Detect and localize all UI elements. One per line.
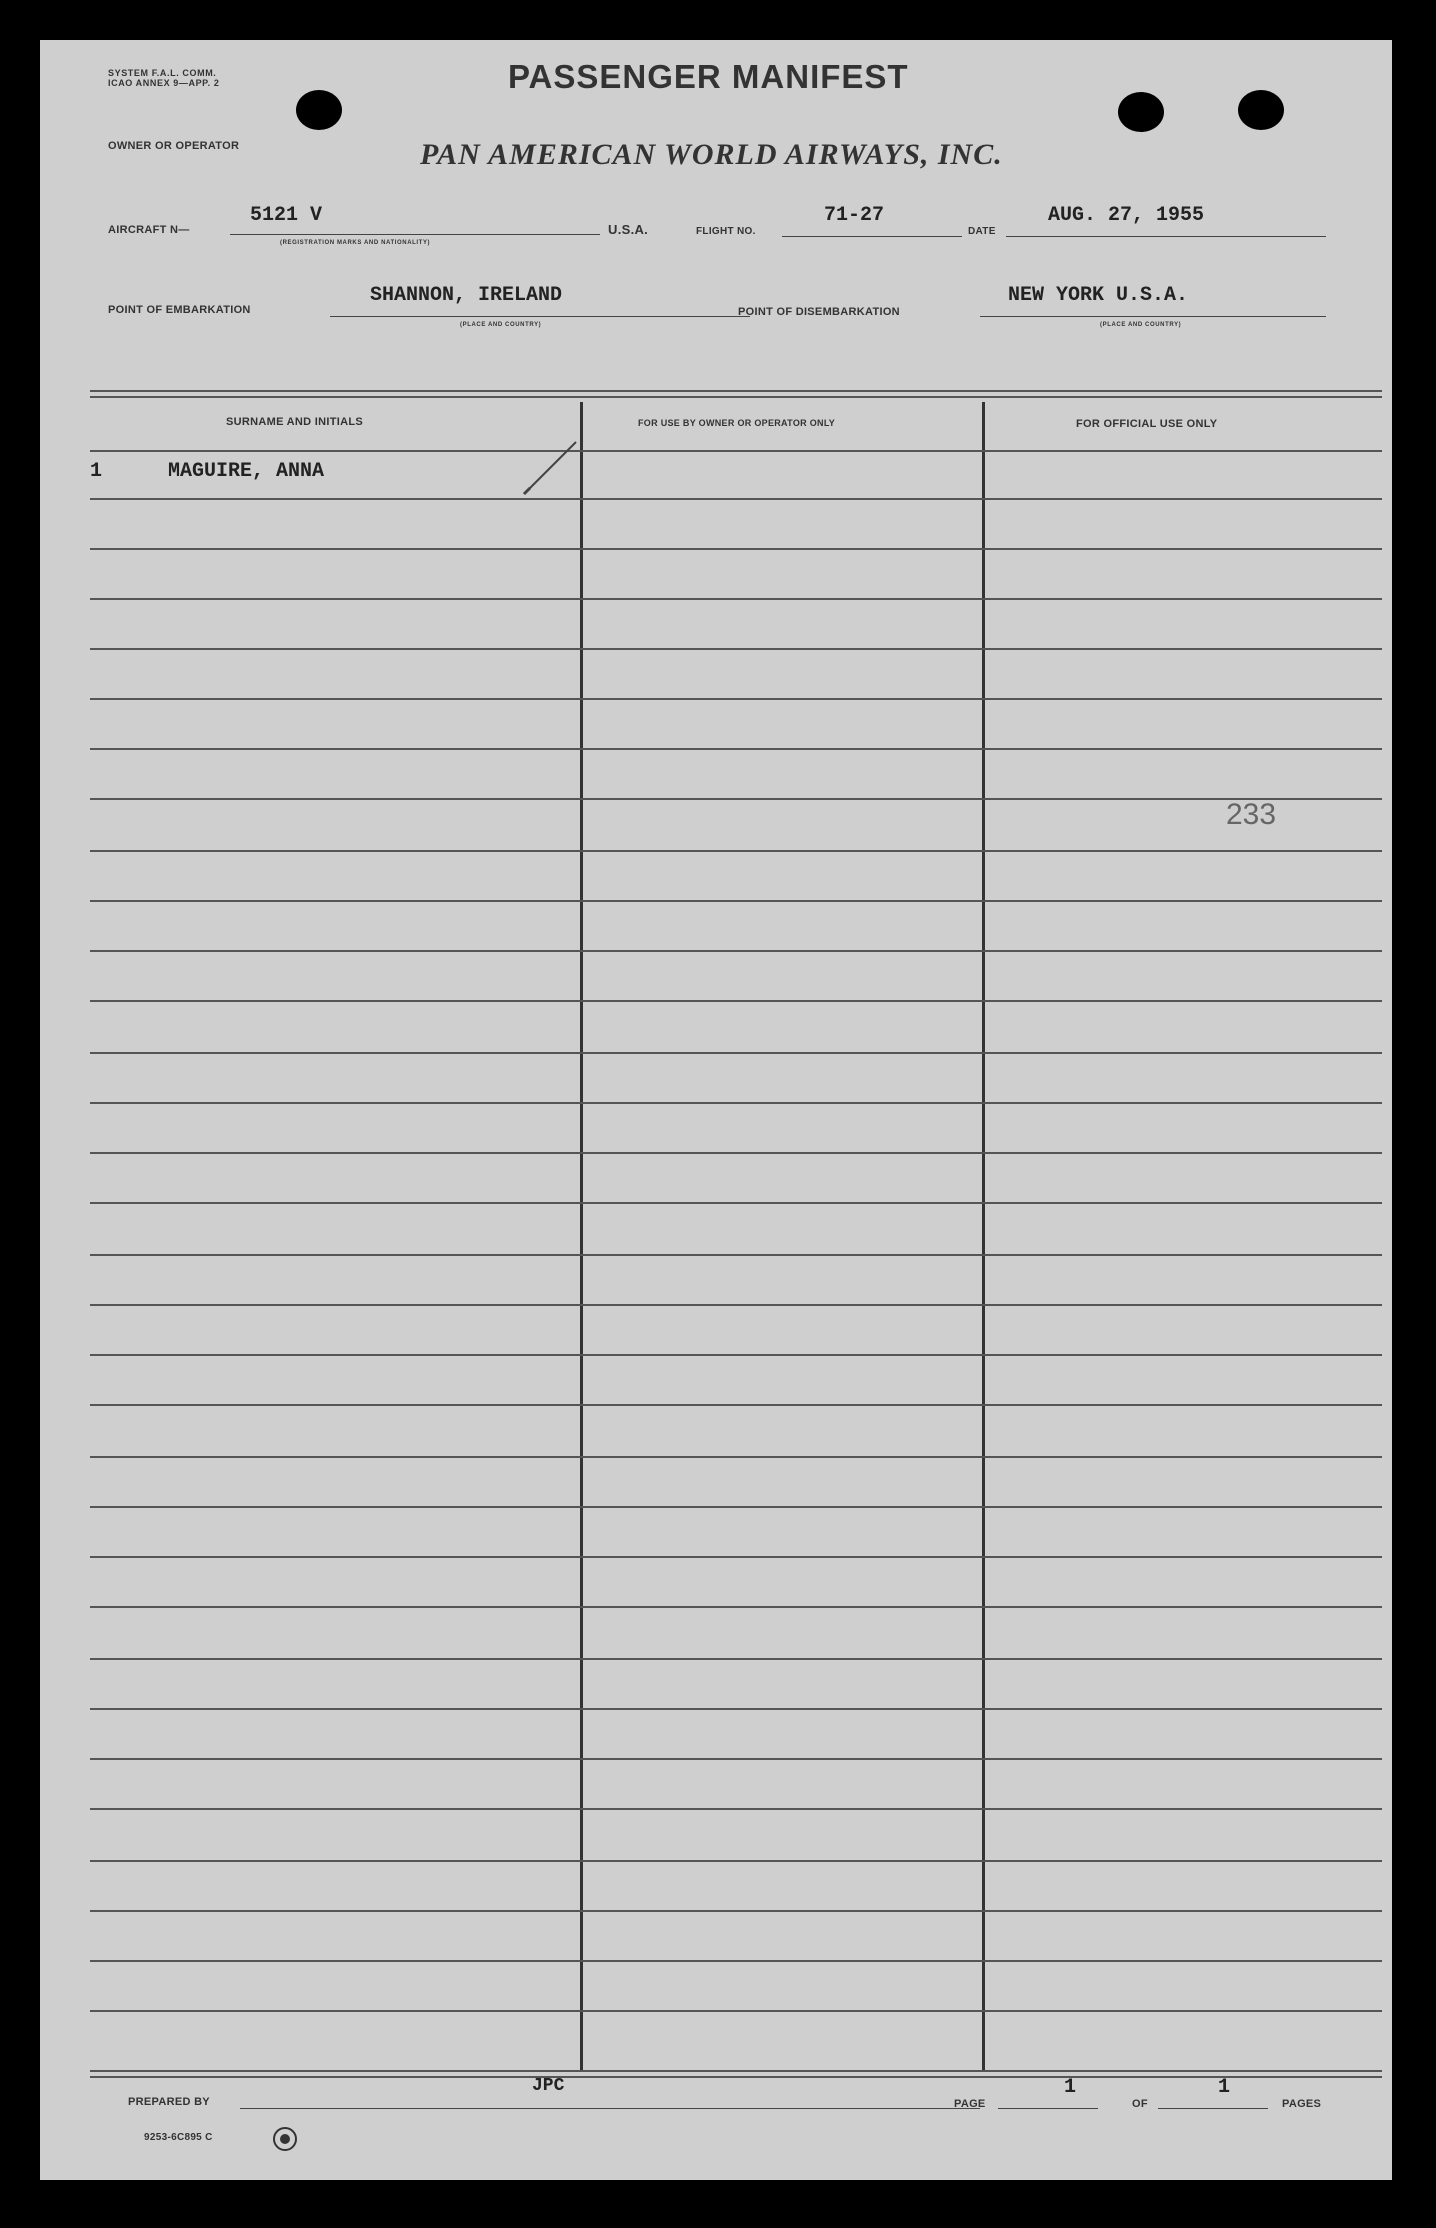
date-value: AUG. 27, 1955 — [1048, 204, 1205, 227]
column-header-official: FOR OFFICIAL USE ONLY — [1076, 418, 1218, 430]
owner-label: OWNER OR OPERATOR — [108, 140, 240, 152]
embarkation-label: POINT OF EMBARKATION — [108, 304, 251, 316]
column-divider-1 — [580, 402, 583, 2070]
union-label-icon — [272, 2126, 298, 2152]
aircraft-value: 5121 V — [250, 204, 323, 227]
column-divider-2 — [982, 402, 985, 2070]
manifest-sheet — [40, 40, 1392, 2180]
date-label: DATE — [968, 226, 996, 237]
passenger-name: MAGUIRE, ANNA — [168, 460, 325, 483]
owner-value: PAN AMERICAN WORLD AIRWAYS, INC. — [420, 138, 1003, 171]
prepared-label: PREPARED BY — [128, 2096, 210, 2108]
aircraft-sublabel: (REGISTRATION MARKS AND NATIONALITY) — [280, 240, 431, 246]
column-header-surname: SURNAME AND INITIALS — [226, 416, 363, 428]
official-annotation: 233 — [1226, 798, 1277, 831]
form-number: 9253-6C895 C — [144, 2132, 213, 2143]
approval-line-1: SYSTEM F.A.L. COMM. — [108, 68, 217, 78]
flight-value: 71-27 — [824, 204, 885, 227]
aircraft-country: U.S.A. — [608, 222, 649, 237]
punch-hole-center — [1118, 92, 1164, 132]
disembarkation-label: POINT OF DISEMBARKATION — [738, 306, 900, 318]
passenger-number: 1 — [90, 460, 103, 483]
disembarkation-value: NEW YORK U.S.A. — [1008, 284, 1189, 307]
check-mark — [520, 438, 580, 498]
aircraft-label: AIRCRAFT N— — [108, 224, 190, 236]
page-title: PASSENGER MANIFEST — [508, 58, 909, 95]
punch-hole-left — [296, 90, 342, 130]
approval-line-2: ICAO ANNEX 9—APP. 2 — [108, 78, 220, 88]
page-label: PAGE — [954, 2098, 986, 2110]
prepared-value: JPC — [532, 2076, 565, 2096]
page-value: 1 — [1064, 2076, 1077, 2099]
approval-note — [108, 68, 219, 88]
disembarkation-sublabel: (PLACE AND COUNTRY) — [1100, 322, 1182, 328]
column-header-operator: FOR USE BY OWNER OR OPERATOR ONLY — [638, 418, 836, 428]
of-value: 1 — [1218, 2076, 1231, 2099]
of-label: OF — [1132, 2098, 1148, 2110]
embarkation-sublabel: (PLACE AND COUNTRY) — [460, 322, 542, 328]
punch-hole-right — [1238, 90, 1284, 130]
flight-label: FLIGHT NO. — [696, 226, 756, 237]
pages-label: PAGES — [1282, 2098, 1322, 2110]
embarkation-value: SHANNON, IRELAND — [370, 284, 563, 307]
